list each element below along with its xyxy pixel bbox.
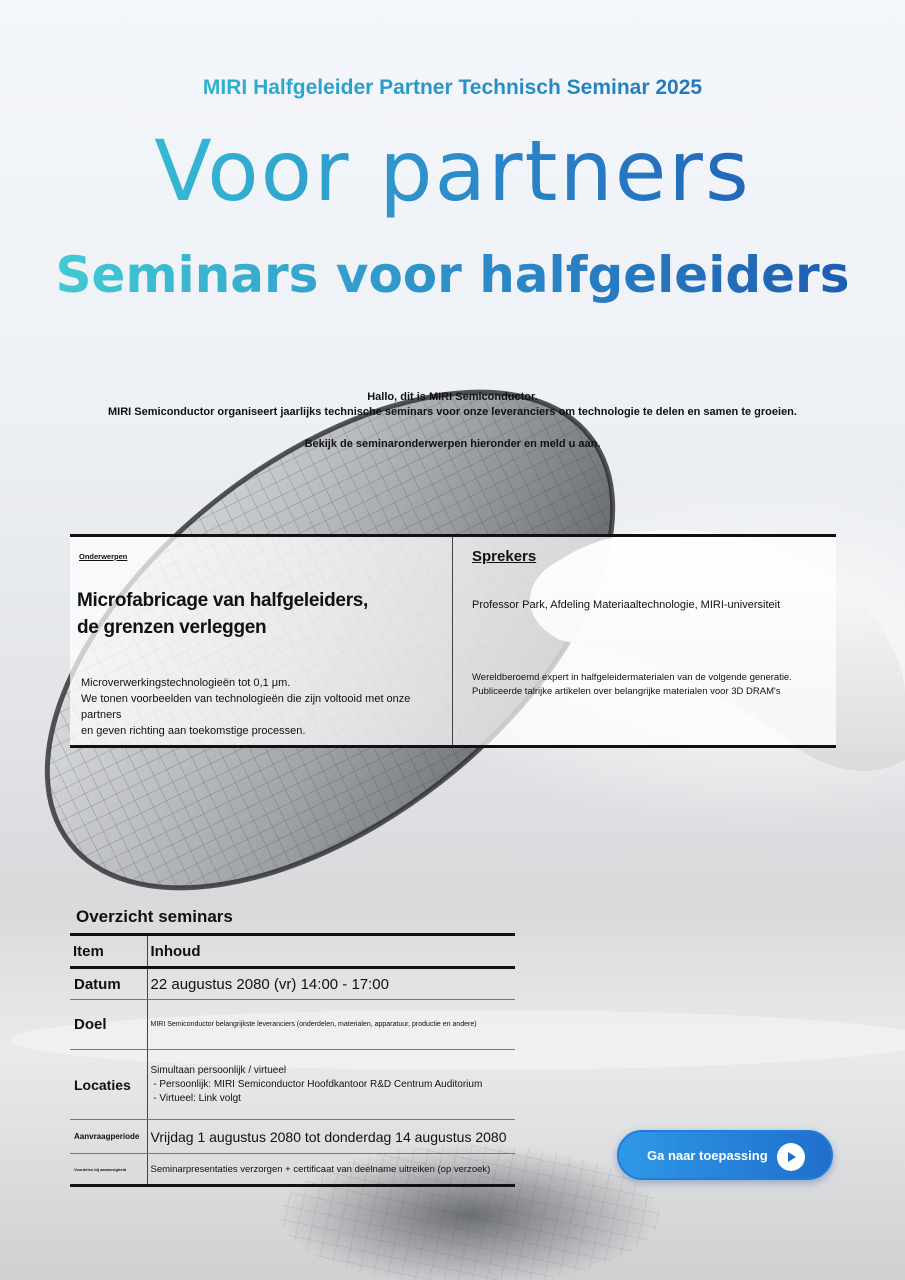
intro-line: Hallo, dit is MIRI Semiconductor. [367, 391, 538, 403]
table-header-row [70, 935, 515, 968]
speaker-bio-line: Publiceerde talrijke artikelen over belangrijke materialen voor 3D DRAM's [472, 686, 781, 697]
header-item: Item [70, 935, 147, 968]
table-row-goal [70, 1000, 515, 1050]
period-key: Aanvraagperiode [70, 1120, 147, 1154]
topic-title-line: de grenzen verleggen [77, 617, 267, 638]
speaker-bio-line: Wereldberoemd expert in halfgeleidermaterialen van de volgende generatie. [472, 672, 792, 683]
topic-desc-line: We tonen voorbeelden van technologieën die zijn voltooid met onze partners [81, 693, 411, 721]
benefits-key: Voordelen bij aanwezigheid [70, 1154, 147, 1186]
play-circle-icon [777, 1143, 805, 1171]
hero-title: Voor partners [0, 122, 905, 220]
speaker-column [453, 537, 836, 745]
topic-description [81, 675, 446, 739]
date-key: Datum [70, 968, 147, 1000]
intro-text [0, 390, 905, 452]
header-content: Inhoud [147, 935, 515, 968]
apply-button-label: Ga naar toepassing [647, 1148, 768, 1163]
goal-key: Doel [70, 1000, 147, 1050]
locations-line: Simultaan persoonlijk / virtueel [150, 1064, 287, 1076]
overview-title: Overzicht seminars [76, 907, 233, 926]
hero-subtitle: Seminars voor halfgeleiders [0, 246, 905, 304]
period-value: Vrijdag 1 augustus 2080 tot donderdag 14 augustus 2080 [147, 1120, 515, 1154]
overview-table [70, 933, 515, 1187]
speakers-label: Sprekers [472, 548, 537, 565]
table-row-period [70, 1120, 515, 1154]
table-row-benefits [70, 1154, 515, 1186]
locations-line: - Virtueel: Link volgt [150, 1092, 241, 1104]
locations-value [147, 1050, 515, 1120]
intro-line: MIRI Semiconductor organiseert jaarlijks technische seminars voor onze leveranciers om technologie te delen en samen te groeien. [108, 406, 797, 418]
event-kicker: MIRI Halfgeleider Partner Technisch Seminar 2025 [0, 76, 905, 100]
topic-title-line: Microfabricage van halfgeleiders, [77, 590, 369, 611]
topic-speaker-panel [70, 534, 836, 748]
locations-line: - Persoonlijk: MIRI Semiconductor Hoofdkantoor R&D Centrum Auditorium [150, 1078, 483, 1090]
topic-desc-line: en geven richting aan toekomstige processen. [81, 725, 306, 737]
apply-button[interactable] [617, 1130, 833, 1180]
table-row-date [70, 968, 515, 1000]
table-row-locations [70, 1050, 515, 1120]
date-value: 22 augustus 2080 (vr) 14:00 - 17:00 [147, 968, 515, 1000]
topic-desc-line: Microverwerkingstechnologieën tot 0,1 μm. [81, 677, 291, 689]
topic-column [70, 537, 453, 745]
goal-value: MIRI Semiconductor belangrijkste leveranciers (onderdelen, materialen, apparatuur, productie en andere) [147, 1000, 515, 1050]
speaker-bio [472, 671, 832, 699]
locations-key: Locaties [70, 1050, 147, 1120]
intro-line: Bekijk de seminaronderwerpen hieronder en meld u aan. [304, 438, 601, 450]
topics-label: Onderwerpen [79, 552, 128, 561]
speaker-name: Professor Park, Afdeling Materiaaltechnologie, MIRI-universiteit [472, 599, 781, 611]
benefits-value: Seminarpresentaties verzorgen + certificaat van deelname uitreiken (op verzoek) [147, 1154, 515, 1186]
topic-title [77, 587, 447, 641]
